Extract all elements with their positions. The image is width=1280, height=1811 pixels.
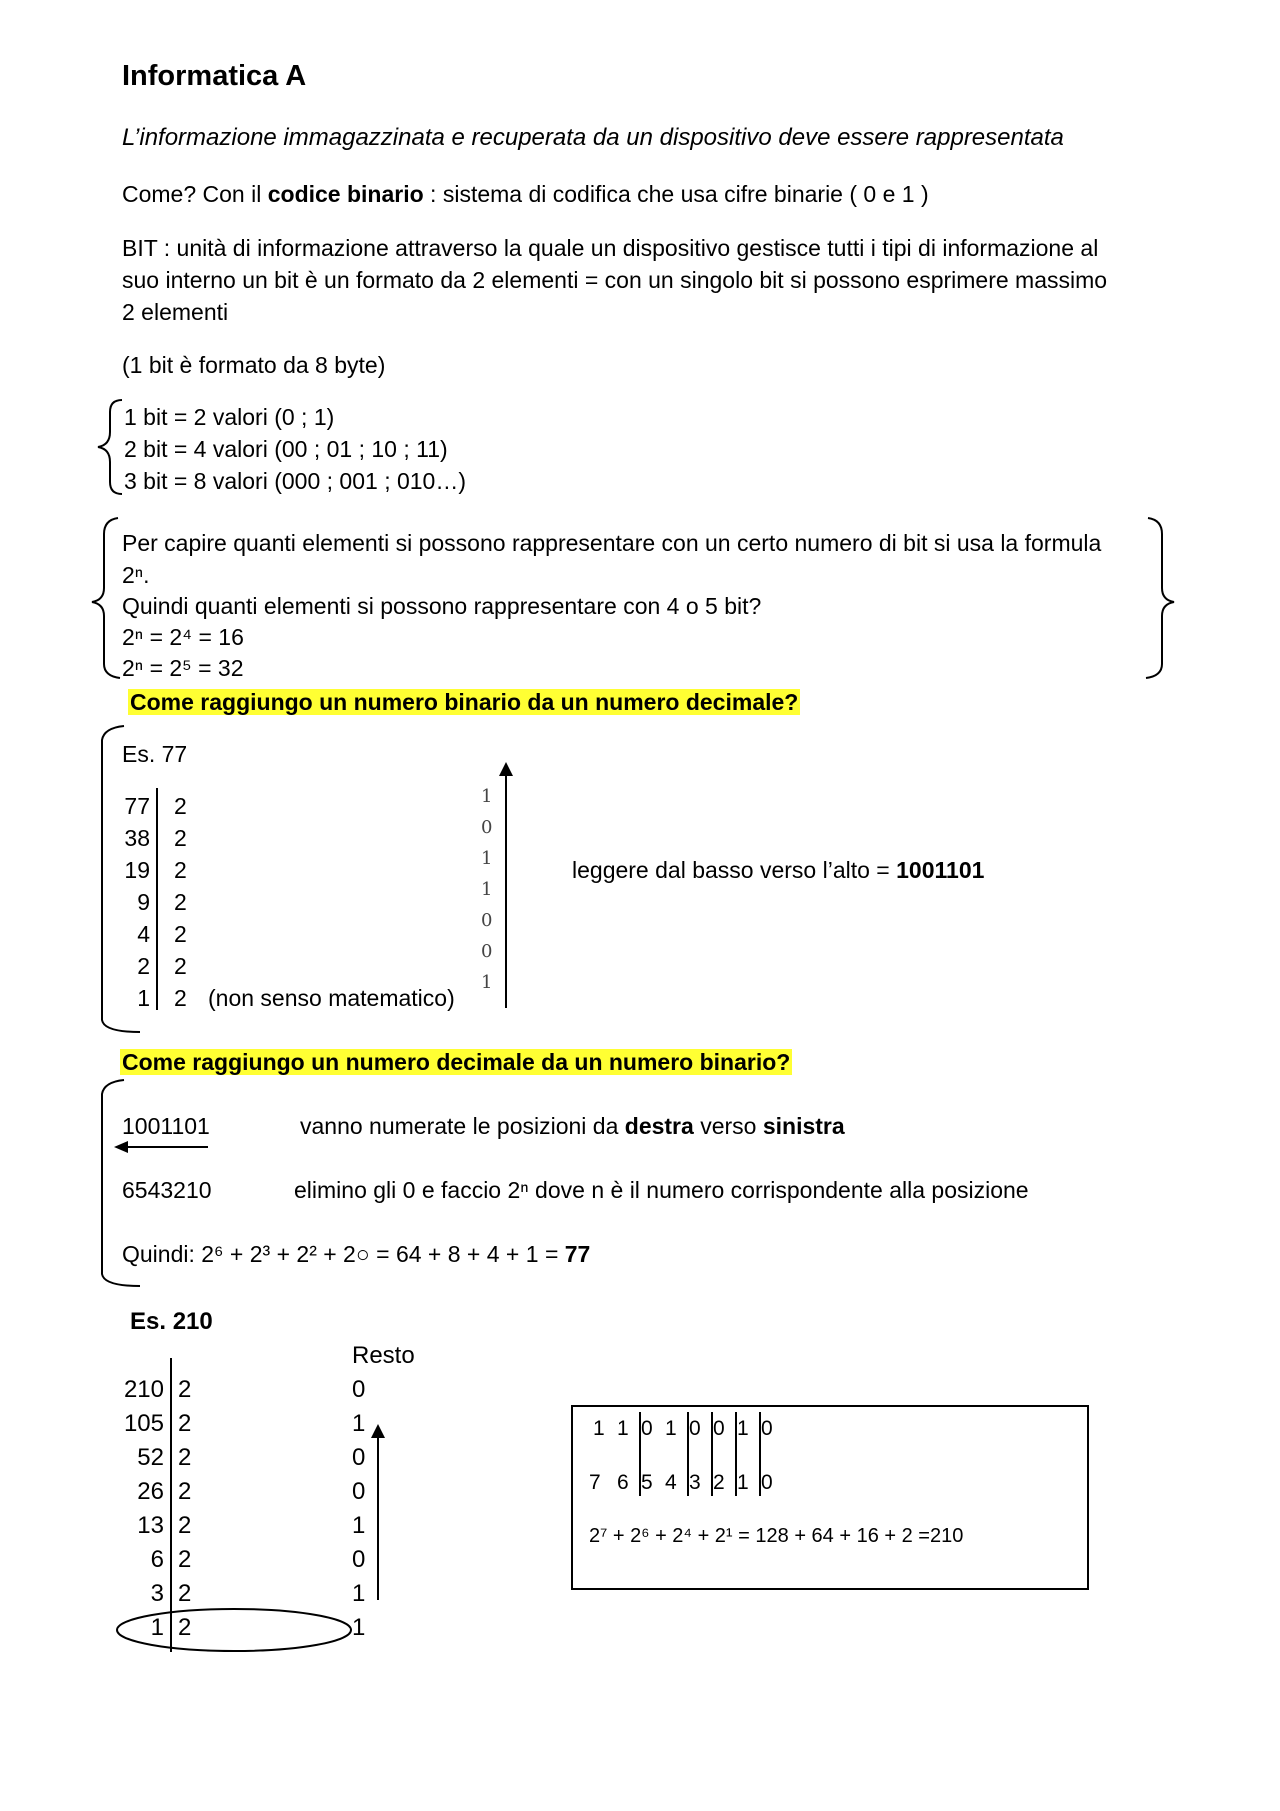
bit-value-2: 2 bit = 4 valori (00 ; 01 ; 10 ; 11) xyxy=(124,436,448,462)
s1-dividend: 38 xyxy=(124,825,150,851)
section2-heading-text: Come raggiungo un numero decimale da un numero binario? xyxy=(122,1049,791,1075)
formula-line-5: 2ⁿ = 2⁵ = 32 xyxy=(122,655,244,681)
box-position: 7 xyxy=(589,1471,601,1494)
page-title: Informatica A xyxy=(122,60,307,92)
box-position: 6 xyxy=(617,1471,629,1494)
s1-remainder: 1 xyxy=(481,879,493,900)
s1-divisor: 2 xyxy=(174,825,187,851)
come-suffix: : sistema di codifica che usa cifre binarie ( 0 e 1 ) xyxy=(423,181,929,207)
bit-def-1: BIT : unità di informazione attraverso la quale un dispositivo gestisce tutti i tipi di informazione al xyxy=(122,235,1099,261)
s1-remainder: 0 xyxy=(481,817,493,838)
s1-divisor: 2 xyxy=(174,921,187,947)
s1-dividend: 2 xyxy=(137,953,150,979)
brace-formula-right xyxy=(1146,518,1174,678)
s1-dividend: 1 xyxy=(137,985,150,1011)
s1-dividend: 77 xyxy=(124,793,150,819)
bit-def-2: suo interno un bit è un formato da 2 elementi = con un singolo bit si possono esprimere massimo xyxy=(122,267,1108,293)
s1-divisor: 2 xyxy=(174,985,187,1011)
s3-remainder: 1 xyxy=(352,1512,366,1539)
brace-formula-left xyxy=(92,518,120,678)
bit-byte-note: (1 bit è formato da 8 byte) xyxy=(122,352,386,378)
s3-divisor: 2 xyxy=(178,1614,192,1641)
s3-dividend: 26 xyxy=(137,1478,164,1505)
box-position: 5 xyxy=(641,1471,653,1494)
section1-example: Es. 77 xyxy=(122,741,188,767)
s3-example: Es. 210 xyxy=(130,1308,213,1335)
come-prefix: Come? Con il xyxy=(122,181,268,207)
s1-remainder: 1 xyxy=(481,786,493,807)
s2-pos-bold-b: sinistra xyxy=(762,1113,845,1139)
intro-text: L’informazione immagazzinata e recuperata da un dispositivo deve essere rappresentata xyxy=(122,124,1064,151)
brace-bit-values xyxy=(98,400,122,494)
bracket-section2 xyxy=(102,1080,140,1286)
s1-remainder: 1 xyxy=(481,848,493,869)
s1-divisor: 2 xyxy=(174,889,187,915)
formula-line-1: Per capire quanti elementi si possono rappresentare con un certo numero di bit si usa la formula xyxy=(122,530,1102,556)
box-bit: 1 xyxy=(665,1417,677,1440)
s3-dividend: 210 xyxy=(123,1376,164,1403)
s1-divisor: 2 xyxy=(174,953,187,979)
s3-dividend: 3 xyxy=(150,1580,164,1607)
s3-dividend: 6 xyxy=(150,1546,164,1573)
s3-dividend: 1 xyxy=(150,1614,164,1641)
box-position: 4 xyxy=(665,1471,677,1494)
s1-remainder: 1 xyxy=(481,972,493,993)
s3-remainder: 0 xyxy=(352,1376,366,1403)
s3-resto-label: Resto xyxy=(352,1342,415,1369)
bit-def-3: 2 elementi xyxy=(122,299,229,325)
s3-remainder: 1 xyxy=(352,1580,366,1607)
box-bit: 0 xyxy=(641,1417,653,1440)
box-bit: 1 xyxy=(737,1417,749,1440)
s2-pos-text-b: verso xyxy=(693,1113,763,1139)
s1-read-result: 1001101 xyxy=(896,857,985,883)
s1-remainder: 0 xyxy=(481,941,493,962)
s1-remainder: 0 xyxy=(481,910,493,931)
s2-pos-text-a: vanno numerate le posizioni da xyxy=(300,1113,625,1139)
bracket-section1 xyxy=(102,726,140,1032)
s3-remainder: 1 xyxy=(352,1410,366,1437)
box-bit: 1 xyxy=(617,1417,629,1440)
box-position: 3 xyxy=(689,1471,701,1494)
s1-arrowhead xyxy=(499,762,513,776)
s3-remainder: 0 xyxy=(352,1546,366,1573)
formula-line-4: 2ⁿ = 2⁴ = 16 xyxy=(122,624,244,650)
s2-quindi-result: 77 xyxy=(564,1241,591,1267)
s3-dividend: 13 xyxy=(137,1512,164,1539)
s2-pos-bold-a: destra xyxy=(624,1113,694,1139)
s1-note: (non senso matematico) xyxy=(208,985,455,1011)
bit-value-3: 3 bit = 8 valori (000 ; 001 ; 010…) xyxy=(124,468,467,494)
s3-divisor: 2 xyxy=(178,1410,192,1437)
formula-line-2: 2ⁿ. xyxy=(122,562,150,588)
box-position: 0 xyxy=(761,1471,773,1494)
s2-arrowhead xyxy=(114,1141,128,1153)
s3-divisor: 2 xyxy=(178,1546,192,1573)
s3-divisor: 2 xyxy=(178,1580,192,1607)
come-bold: codice binario xyxy=(267,181,424,207)
s1-dividend: 4 xyxy=(137,921,150,947)
box-bit: 0 xyxy=(713,1417,725,1440)
s2-quindi-text: Quindi: 2⁶ + 2³ + 2² + 2○ = 64 + 8 + 4 + 1 = xyxy=(122,1241,565,1267)
s1-read-text: leggere dal basso verso l’alto = xyxy=(572,857,897,883)
box-position: 2 xyxy=(713,1471,725,1494)
s1-dividend: 19 xyxy=(124,857,150,883)
s2-eliminate: elimino gli 0 e faccio 2ⁿ dove n è il numero corrispondente alla posizione xyxy=(294,1177,1029,1203)
last-row-ellipse xyxy=(117,1609,351,1651)
box-bit: 0 xyxy=(761,1417,773,1440)
s3-remainder: 0 xyxy=(352,1478,366,1505)
s3-remainder: 0 xyxy=(352,1444,366,1471)
s3-divisor: 2 xyxy=(178,1478,192,1505)
section1-heading-text: Come raggiungo un numero binario da un numero decimale? xyxy=(130,689,799,715)
box-position: 1 xyxy=(737,1471,749,1494)
s3-divisor: 2 xyxy=(178,1512,192,1539)
s3-divisor: 2 xyxy=(178,1376,192,1403)
box-bit: 1 xyxy=(593,1417,605,1440)
s3-divisor: 2 xyxy=(178,1444,192,1471)
s3-dividend: 105 xyxy=(123,1410,164,1437)
s3-dividend: 52 xyxy=(137,1444,164,1471)
s1-divisor: 2 xyxy=(174,857,187,883)
bit-value-1: 1 bit = 2 valori (0 ; 1) xyxy=(124,404,335,430)
s2-binary: 1001101 xyxy=(122,1113,210,1139)
box-bit: 0 xyxy=(689,1417,701,1440)
formula-line-3: Quindi quanti elementi si possono rappresentare con 4 o 5 bit? xyxy=(122,593,762,619)
s3-remainder: 1 xyxy=(352,1614,366,1641)
s1-dividend: 9 xyxy=(137,889,150,915)
s2-positions: 6543210 xyxy=(122,1177,212,1203)
s1-divisor: 2 xyxy=(174,793,187,819)
s3-arrowhead xyxy=(371,1424,385,1438)
box-formula: 2⁷ + 2⁶ + 2⁴ + 2¹ = 128 + 64 + 16 + 2 =210 xyxy=(589,1525,964,1547)
